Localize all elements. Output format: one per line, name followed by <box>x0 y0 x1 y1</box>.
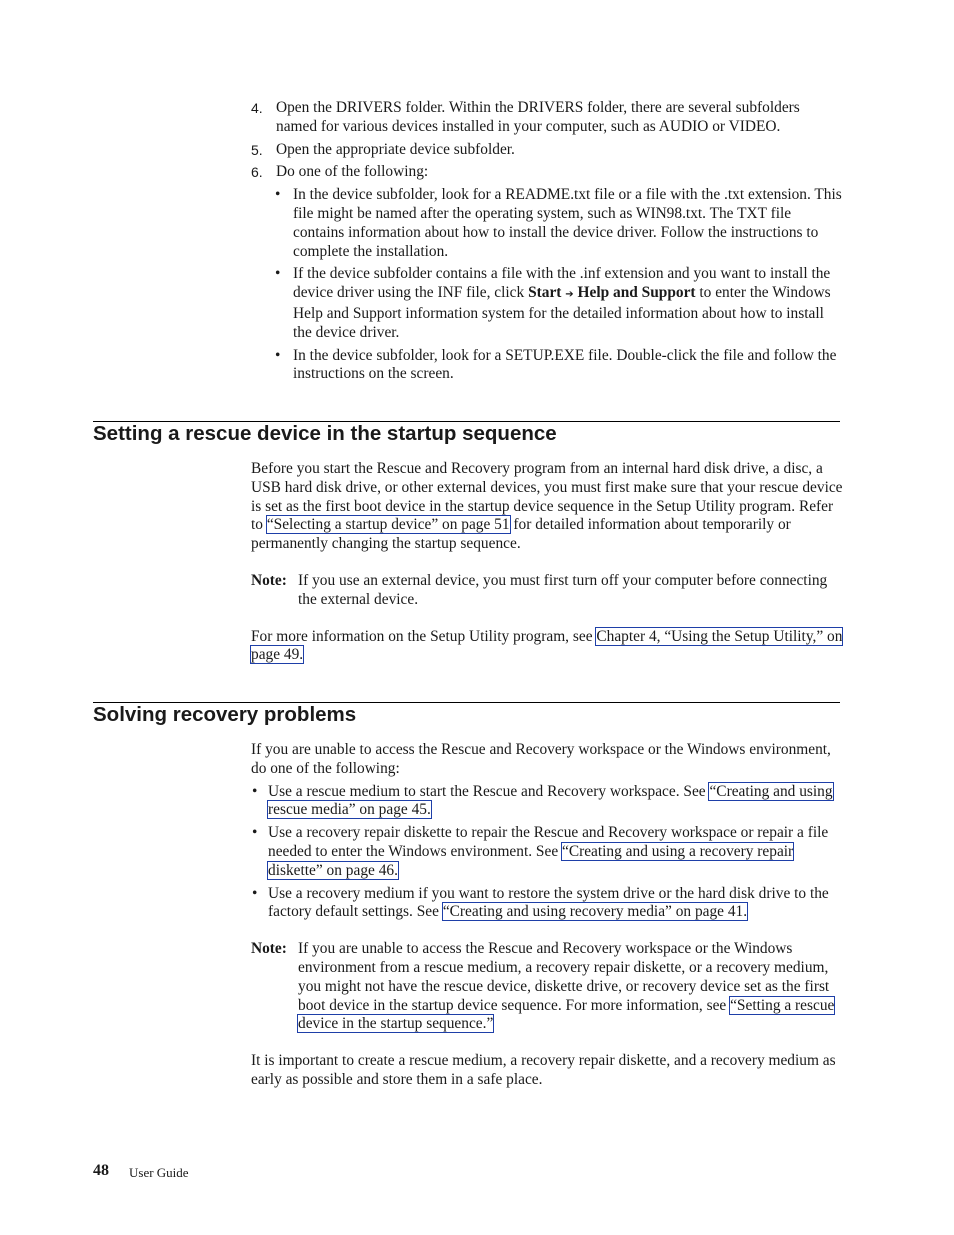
bullet-icon: • <box>275 346 281 364</box>
step-6 <box>251 163 843 182</box>
section1-note <box>251 572 843 610</box>
note-label: Note: <box>251 571 287 589</box>
substep-inf <box>251 265 843 342</box>
section1-more-info: For more information on the Setup Utility program, see Chapter 4, “Using the Setup Utility,” on page 49. <box>251 627 843 664</box>
section2-note: Note: If you are unable to access the Rescue and Recovery workspace or the Windows environment from a rescue medium, a recovery repair diskette, or a recovery medium, you might not have the rescue device, diskette drive, or recovery device set as the first boot device in the startup device sequence. For more information, see “Setting a rescue device in the startup sequence.” <box>251 940 835 1033</box>
section-heading-recovery-problems: Solving recovery problems <box>93 703 357 726</box>
link-rescue-media[interactable]: “Creating and using rescue media” on page 45. <box>268 782 833 819</box>
link-recovery-repair-diskette[interactable]: “Creating and using a recovery repair diskette” on page 46. <box>268 842 794 879</box>
step-4 <box>251 99 843 137</box>
page-number: 48 <box>93 1162 109 1179</box>
bullet-icon: • <box>252 782 258 800</box>
substep-text: If the device subfolder contains a file with the .inf extension and you want to install the device driver using the INF file, click Start ➔ Help and Support to enter the Windows Help and Support information system for the detailed information about how to install the device driver. <box>293 265 831 341</box>
substep-text: In the device subfolder, look for a SETUP.EXE file. Double-click the file and follow the instructions on the screen. <box>293 346 837 383</box>
link-using-setup-utility[interactable]: Chapter 4, “Using the Setup Utility,” on page 49. <box>251 627 843 664</box>
section-heading-rescue-device: Setting a rescue device in the startup sequence <box>93 422 557 445</box>
section2-body <box>251 741 843 1090</box>
bullet-icon: • <box>275 186 281 204</box>
list-item: • Use a rescue medium to start the Rescue and Recovery workspace. See “Creating and using rescue media” on page 45. <box>252 782 833 819</box>
step-5 <box>251 141 843 160</box>
bullet-icon: • <box>252 824 258 842</box>
list-item: • Use a recovery medium if you want to restore the system drive or the hard disk drive to the factory default settings. See “Creating and using recovery media” on page 41. <box>252 884 829 921</box>
help-support-label: Help and Support <box>577 284 696 302</box>
note-text: If you use an external device, you must first turn off your computer before connecting the external device. <box>298 571 828 608</box>
numbered-steps <box>251 99 843 384</box>
step-text: Open the appropriate device subfolder. <box>276 140 515 158</box>
list-item: • Use a recovery repair diskette to repair the Rescue and Recovery workspace or repair a file needed to enter the Windows environment. See “Creating and using a recovery repair diskette” on page 46. <box>252 824 829 879</box>
note-label: Note: <box>251 940 287 958</box>
step-text: Do one of the following: <box>276 163 429 181</box>
bullet-icon: • <box>275 265 281 283</box>
section2-closing: It is important to create a rescue medium, a recovery repair diskette, and a recovery medium as early as possible and store them in a safe place. <box>251 1052 836 1088</box>
link-setting-rescue-device[interactable]: “Setting a rescue device in the startup sequence.” <box>298 996 835 1033</box>
footer-doc-title: User Guide <box>129 1165 189 1180</box>
section1-body <box>251 460 843 665</box>
substep-text: In the device subfolder, look for a README.txt file or a file with the .txt extension. This file might be named after the operating system, such as WIN98.txt. The TXT file contains information about how to install the device driver. Follow the instructions to complete the installation. <box>293 186 842 260</box>
link-recovery-media[interactable]: “Creating and using recovery media” on page 41. <box>442 903 748 921</box>
substep-readme <box>251 186 843 261</box>
step-number: 4. <box>251 100 263 116</box>
arrow-icon: ➔ <box>565 289 574 301</box>
start-menu-label: Start <box>528 284 562 302</box>
substep-setup <box>251 347 843 385</box>
section2-intro: If you are unable to access the Rescue and Recovery workspace or the Windows environment, do one of the following: <box>251 741 831 777</box>
step-number: 6. <box>251 164 263 181</box>
link-selecting-startup-device[interactable]: “Selecting a startup device” on page 51 <box>266 516 510 534</box>
step-text: Open the DRIVERS folder. Within the DRIVERS folder, there are several subfolders named for various devices installed in your computer, such as AUDIO or VIDEO. <box>276 99 800 135</box>
bullet-icon: • <box>252 884 258 902</box>
step-number: 5. <box>251 141 263 158</box>
section1-paragraph: Before you start the Rescue and Recovery program from an internal hard disk drive, a disc, a USB hard disk drive, or other external devices, you must first make sure that your rescue device is set as the first boot device in the startup device sequence in the Setup Utility program. Refer to “Selecting a startup device” on page 51 for detailed information about temporarily or permanently changing the startup sequence. <box>251 460 843 553</box>
